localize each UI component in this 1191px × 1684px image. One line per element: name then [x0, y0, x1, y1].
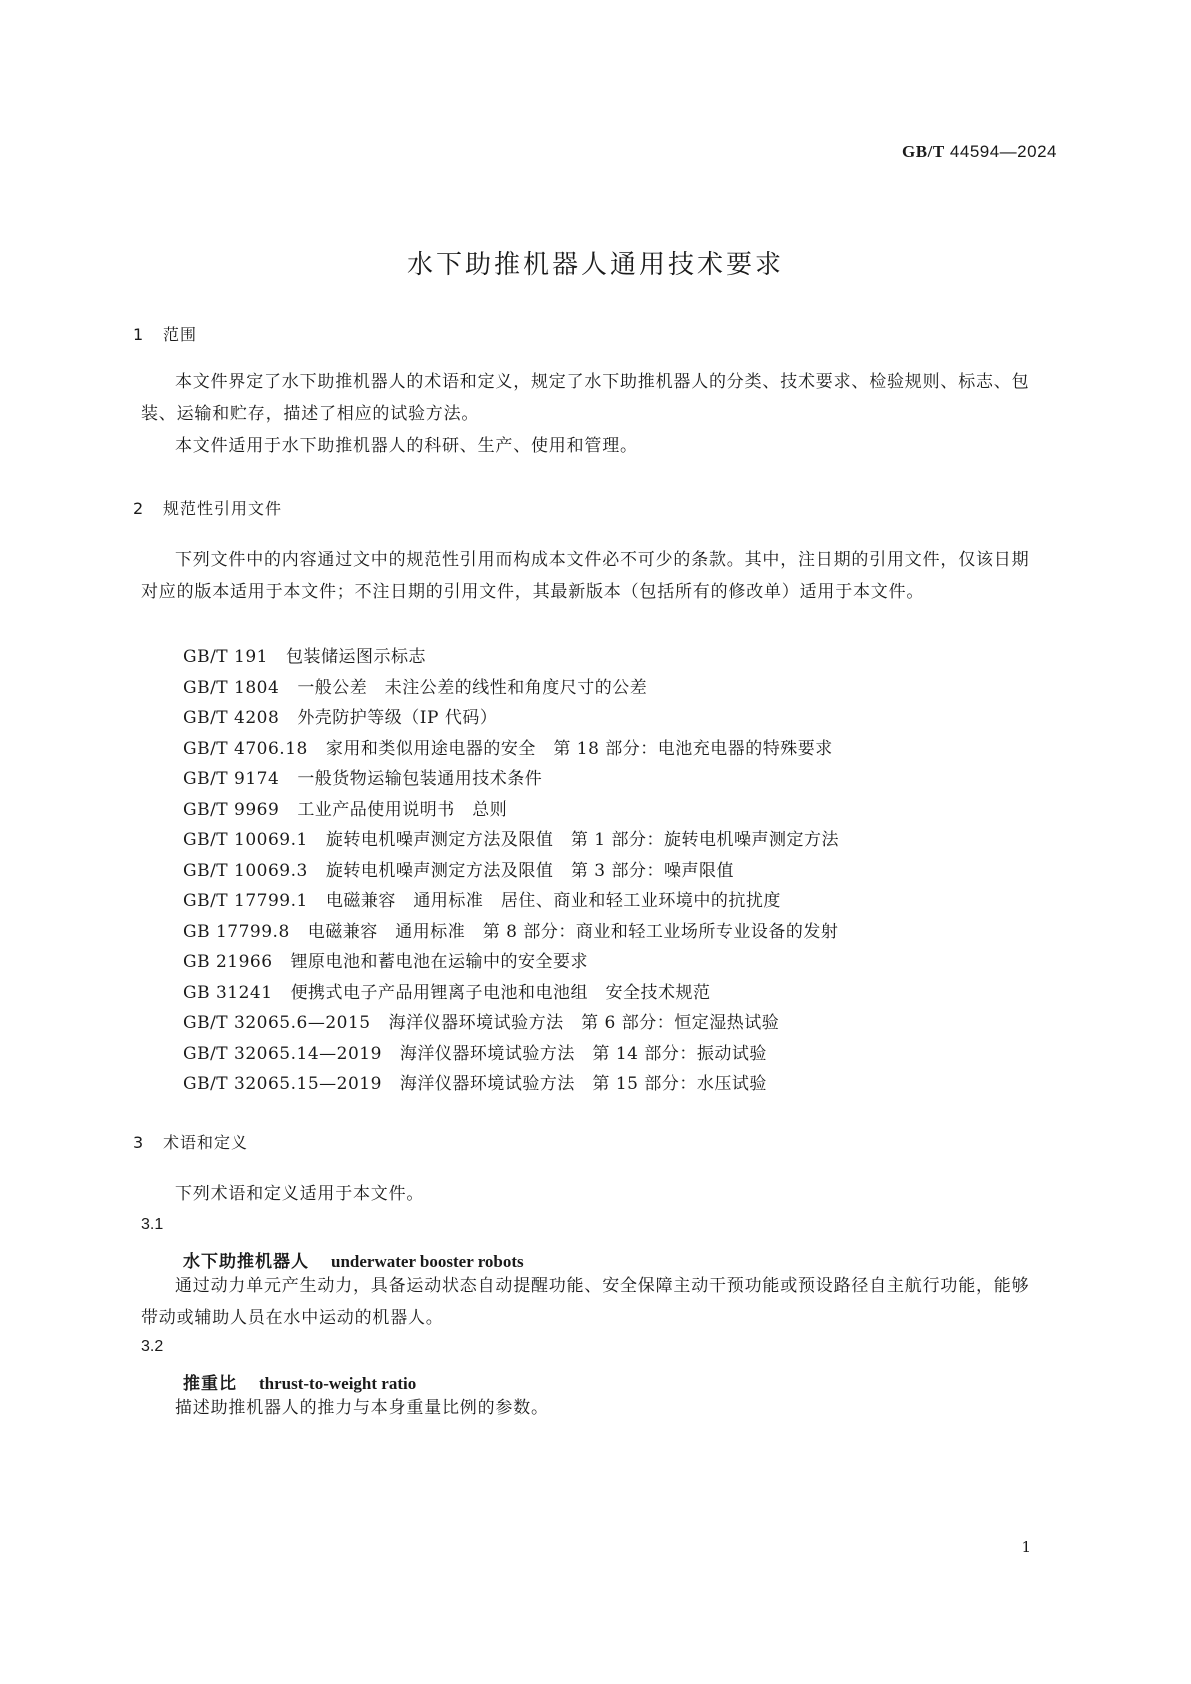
page-title: 水下助推机器人通用技术要求 — [406, 250, 784, 280]
reference-item: GB 21966 锂原电池和蓄电池在运输中的安全要求 — [183, 952, 589, 972]
term-definition: 描述助推机器人的推力与本身重量比例的参数。 — [175, 1398, 549, 1418]
section-2-heading: 2 规范性引用文件 — [133, 499, 283, 518]
term-heading: 水下助推机器人 underwater booster robots — [183, 1252, 524, 1272]
reference-item: GB/T 191 包装储运图示标志 — [183, 647, 426, 667]
reference-item: GB 31241 便携式电子产品用锂离子电池和电池组 安全技术规范 — [183, 983, 711, 1003]
reference-item: GB 17799.8 电磁兼容 通用标准 第 8 部分：商业和轻工业场所专业设备的发射 — [183, 922, 839, 942]
reference-item: GB/T 17799.1 电磁兼容 通用标准 居住、商业和轻工业环境中的抗扰度 — [183, 891, 781, 911]
reference-item: GB/T 10069.3 旋转电机噪声测定方法及限值 第 3 部分：噪声限值 — [183, 861, 734, 881]
section-1-heading: 1 范围 — [133, 325, 198, 344]
reference-item: GB/T 32065.15—2019 海洋仪器环境试验方法 第 15 部分：水压试验 — [183, 1074, 767, 1094]
section-1-paragraph-2: 本文件适用于水下助推机器人的科研、生产、使用和管理。 — [175, 436, 638, 456]
page-number: 1 — [1021, 1538, 1031, 1556]
reference-item: GB/T 32065.6—2015 海洋仪器环境试验方法 第 6 部分：恒定湿热试验 — [183, 1013, 780, 1033]
reference-item: GB/T 1804 一般公差 未注公差的线性和角度尺寸的公差 — [183, 678, 648, 698]
term-number: 3.2 — [141, 1338, 164, 1355]
term-heading: 推重比 thrust-to-weight ratio — [183, 1374, 417, 1394]
section-3-heading: 3 术语和定义 — [133, 1133, 249, 1152]
standard-number: GB/T 44594—2024 — [902, 142, 1057, 161]
term-number: 3.1 — [141, 1216, 164, 1233]
reference-item: GB/T 4706.18 家用和类似用途电器的安全 第 18 部分：电池充电器的特殊要求 — [183, 739, 833, 759]
reference-item: GB/T 32065.14—2019 海洋仪器环境试验方法 第 14 部分：振动试验 — [183, 1044, 767, 1064]
reference-item: GB/T 4208 外壳防护等级（IP 代码） — [183, 708, 498, 728]
reference-item: GB/T 9969 工业产品使用说明书 总则 — [183, 800, 508, 820]
reference-item: GB/T 10069.1 旋转电机噪声测定方法及限值 第 1 部分：旋转电机噪声测定方法 — [183, 830, 839, 850]
term-definition: 通过动力单元产生动力，具备运动状态自动提醒功能、安全保障主动干预功能或预设路径自主航行功能，能够带动或辅助人员在水中运动的机器人。 — [141, 1276, 1030, 1328]
reference-item: GB/T 9174 一般货物运输包装通用技术条件 — [183, 769, 543, 789]
section-3-paragraph-1: 下列术语和定义适用于本文件。 — [175, 1184, 425, 1204]
section-2-paragraph-1: 下列文件中的内容通过文中的规范性引用而构成本文件必不可少的条款。其中，注日期的引用文件，仅该日期对应的版本适用于本文件；不注日期的引用文件，其最新版本（包括所有的修改单）适用于本文件。 — [141, 550, 1030, 602]
section-1-paragraph-1: 本文件界定了水下助推机器人的术语和定义，规定了水下助推机器人的分类、技术要求、检验规则、标志、包装、运输和贮存，描述了相应的试验方法。 — [141, 372, 1030, 424]
